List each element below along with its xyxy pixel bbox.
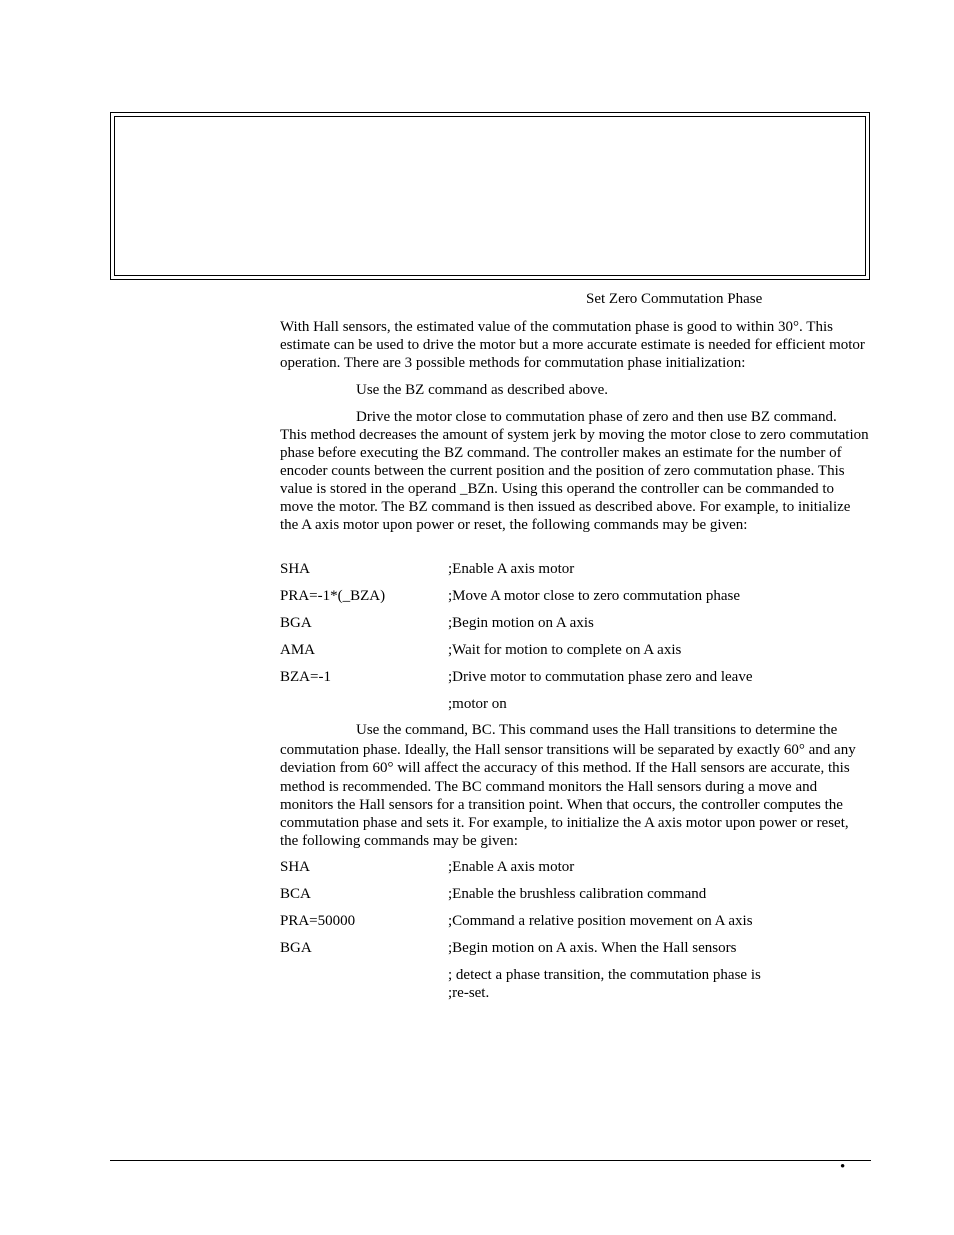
- command-comment: ;Begin motion on A axis: [448, 615, 594, 631]
- command-comment: ;Enable the brushless calibration command: [448, 886, 707, 902]
- command-code: BZA=-1: [280, 669, 331, 685]
- command-comment: ;motor on: [448, 696, 507, 712]
- command-comment: ;Wait for motion to complete on A axis: [448, 642, 682, 658]
- command-comment: ;Enable A axis motor: [448, 859, 575, 875]
- command-code: SHA: [280, 561, 311, 577]
- header-box: [110, 112, 870, 280]
- intro-paragraph: With Hall sensors, the estimated value of the commutation phase is good to within 30°. This estimate can be used to drive the motor but a more accurate estimate is needed for efficient motor operation. There are 3 possible methods for commutation phase initialization:: [280, 319, 865, 371]
- method-3-paragraph: commutation phase. Ideally, the Hall sensor transitions will be separated by exactly 60° and any deviation from 60° will affect the accuracy of this method. If the Hall sensors are accurate, this method is recommended. The BC command monitors the Hall sensors during a move and monitors the Hall sensors for a transition point. When that occurs, the controller computes the commutation phase and sets it. For example, to initialize the A axis motor upon power or reset, the following commands may be given:: [280, 742, 856, 850]
- command-code: PRA=50000: [280, 913, 356, 929]
- command-comment-continuation: ;re-set.: [448, 985, 490, 1001]
- method-2-paragraph: This method decreases the amount of system jerk by moving the motor close to zero commutation phase before executing the BZ command. The controller makes an estimate for the number of encoder counts between the current position and the position of zero commutation phase. This value is stored in the operand _BZn. Using this operand the controller can be commanded to move the motor. The BZ command is then issued as described above. For example, to initialize the A axis motor upon power or reset, the following commands may be given:: [280, 427, 869, 533]
- footer-bullet: •: [840, 1159, 846, 1175]
- method-2-first-line: Drive the motor close to commutation phase of zero and then use BZ command.: [356, 409, 837, 425]
- header-box-inner-border: [114, 116, 866, 276]
- footer-rule: [110, 1160, 871, 1161]
- command-code: BGA: [280, 615, 312, 631]
- method-3-first-line: Use the command, BC. This command uses the Hall transitions to determine the: [356, 722, 838, 738]
- section-caption: Set Zero Commutation Phase: [586, 291, 763, 307]
- command-code: BCA: [280, 886, 311, 902]
- method-1-text: Use the BZ command as described above.: [356, 382, 609, 398]
- command-comment-continuation: ; detect a phase transition, the commutation phase is: [448, 967, 761, 983]
- command-comment: ;Drive motor to commutation phase zero and leave: [448, 669, 753, 685]
- command-code: AMA: [280, 642, 316, 658]
- command-code: SHA: [280, 859, 311, 875]
- command-comment: ;Move A motor close to zero commutation phase: [448, 588, 741, 604]
- command-comment: ;Enable A axis motor: [448, 561, 575, 577]
- command-comment: ;Begin motion on A axis. When the Hall sensors: [448, 940, 737, 956]
- command-code: BGA: [280, 940, 312, 956]
- command-code: PRA=-1*(_BZA): [280, 588, 386, 604]
- command-comment: ;Command a relative position movement on A axis: [448, 913, 753, 929]
